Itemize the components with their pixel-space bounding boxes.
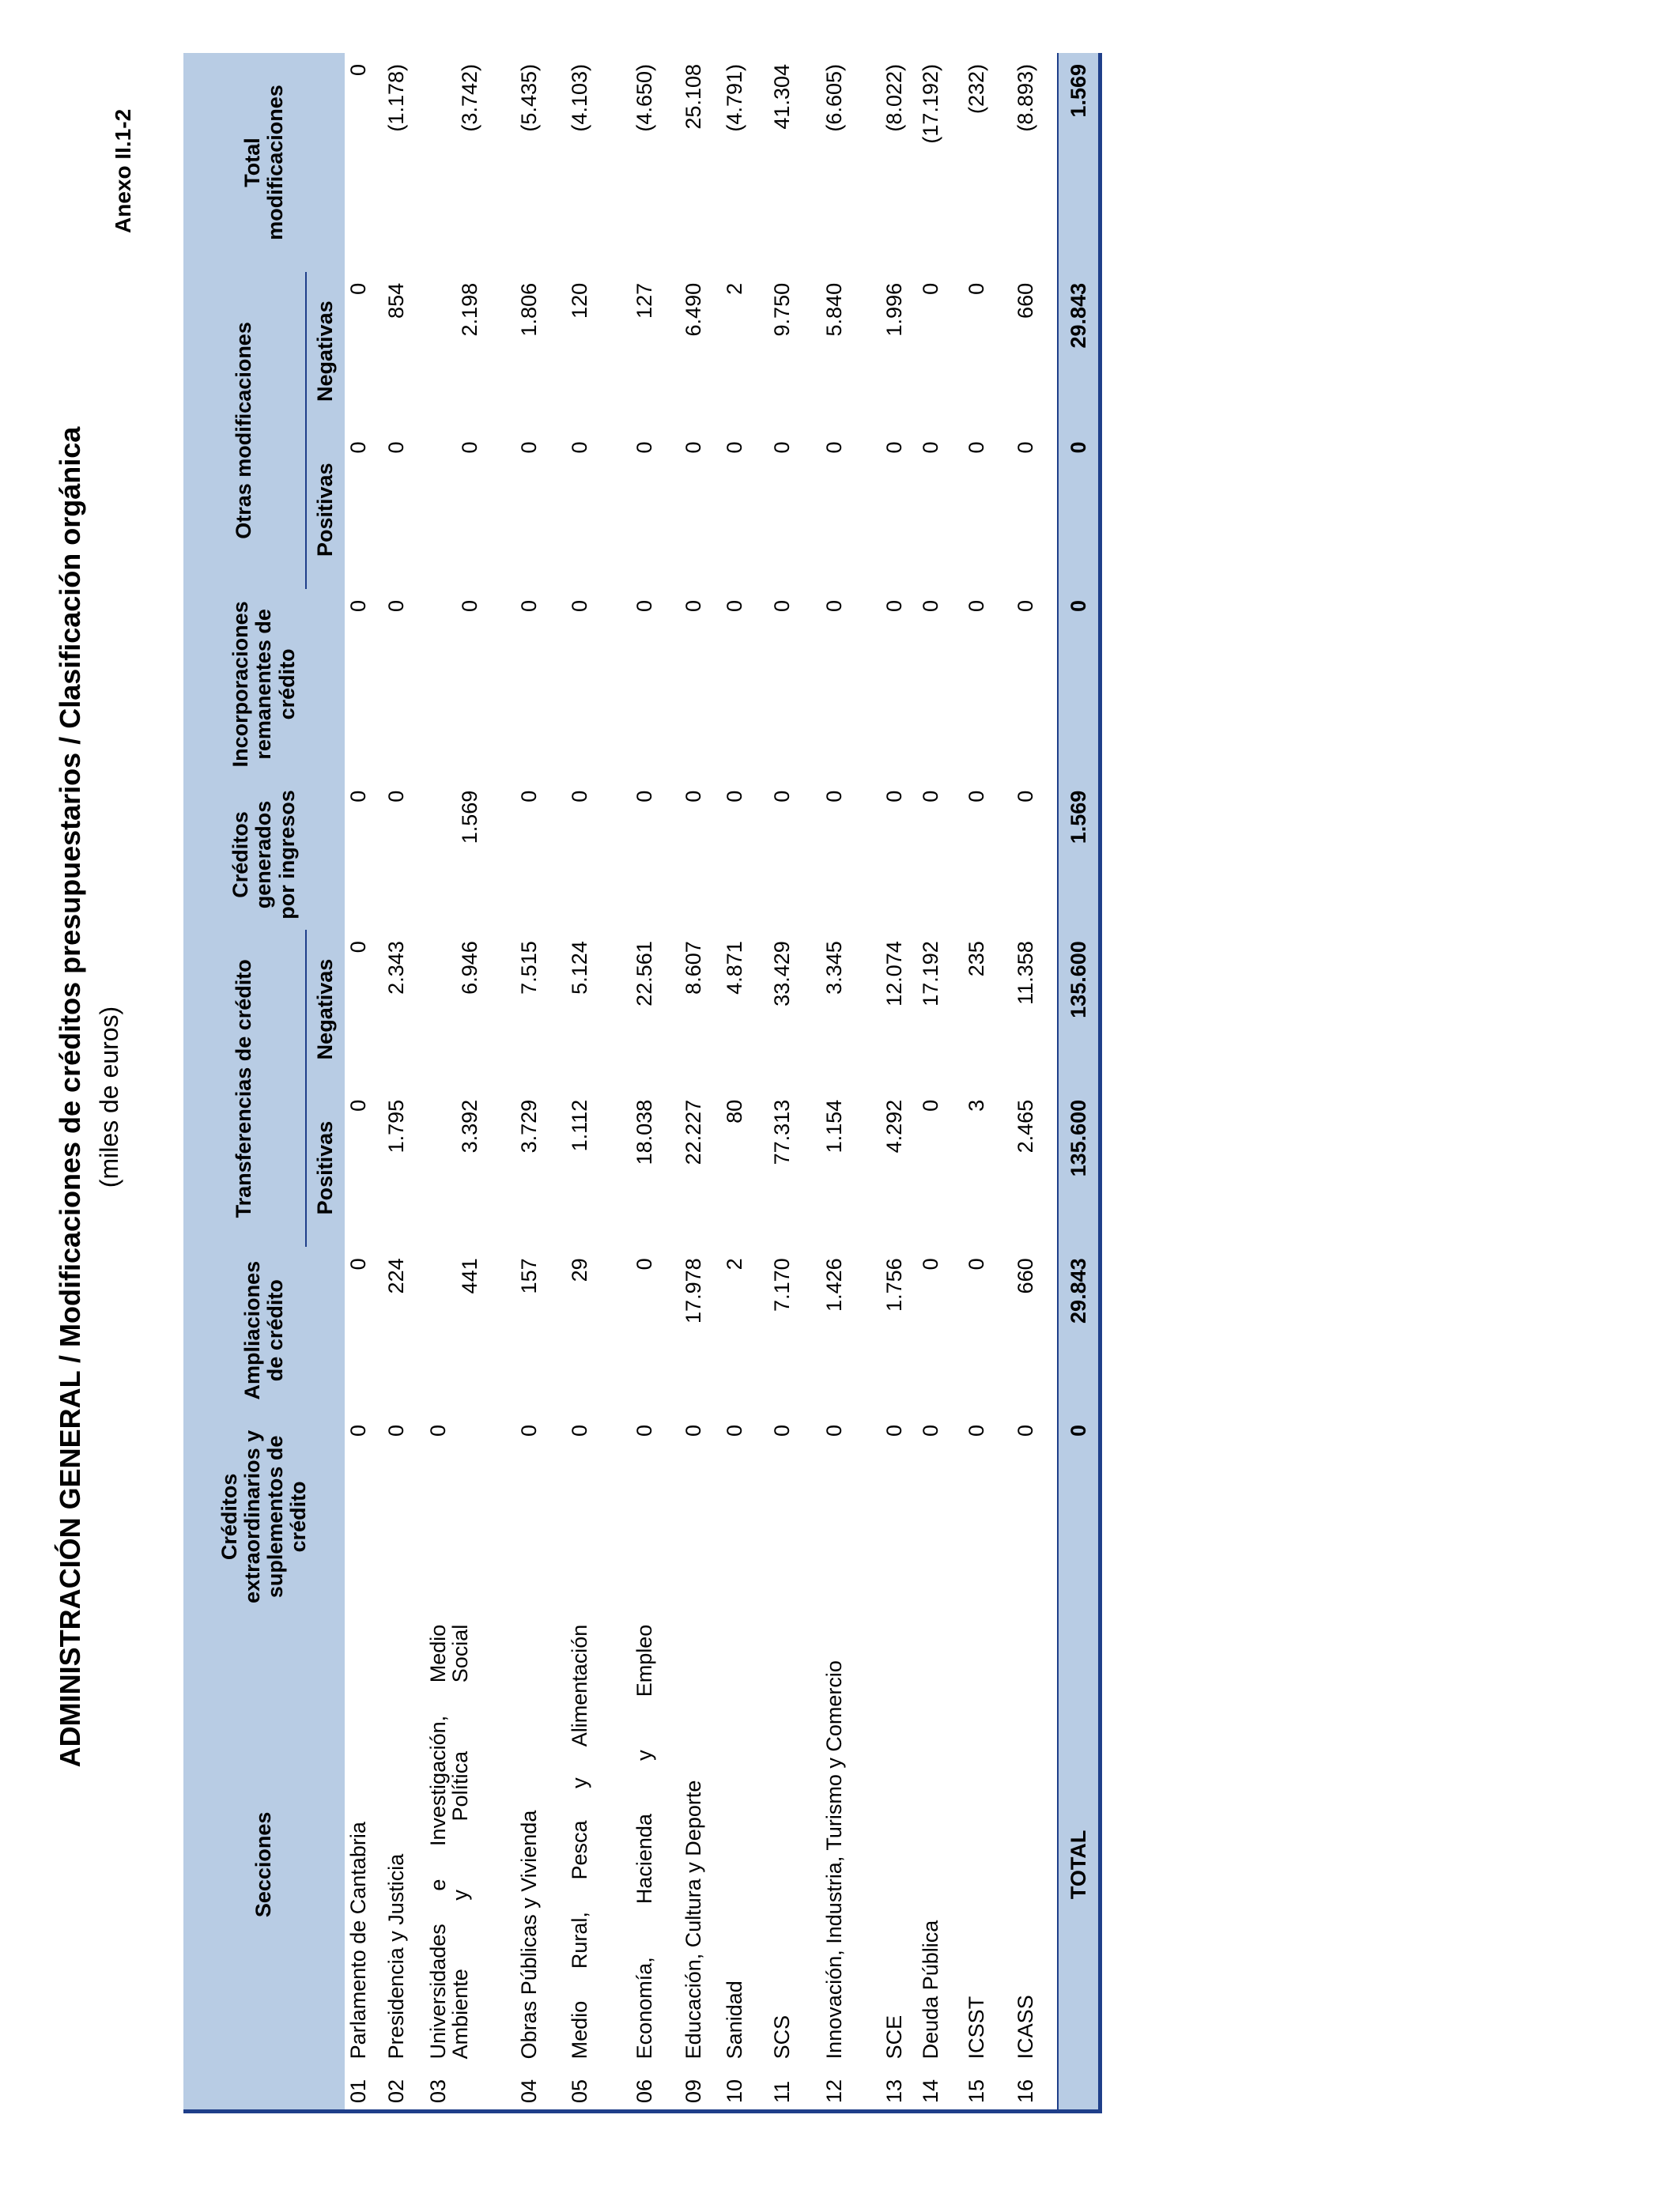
- annex-label: Anexo II.1-2: [111, 108, 135, 233]
- cell-extra: 0: [568, 1424, 591, 1437]
- row-code: 09: [680, 2064, 721, 2111]
- total-total: 1.569: [1058, 53, 1100, 272]
- cell-otras-positivas: 0: [517, 441, 541, 454]
- table-row: [566, 53, 631, 2112]
- cell-incorporaciones: 0: [1014, 600, 1037, 613]
- cell-trans-positivas: 18.038: [632, 1099, 656, 1165]
- cell-trans-positivas: 1.154: [822, 1099, 846, 1154]
- total-incorporaciones: 0: [1058, 589, 1100, 780]
- cell-otras-negativas: 854: [384, 282, 408, 319]
- total-extra: 0: [1058, 1414, 1100, 1620]
- total-ampliaciones: 29.843: [1058, 1247, 1100, 1414]
- cell-otras-positivas: 0: [919, 441, 942, 454]
- cell-extra: 0: [426, 1424, 450, 1437]
- total-otras-positivas: 0: [1058, 430, 1100, 589]
- header-incorporaciones: Incorporaciones remanentes de crédito: [183, 589, 345, 780]
- cell-total: (232): [965, 64, 988, 115]
- row-code: 04: [515, 2064, 566, 2111]
- cell-total: (8.893): [1014, 64, 1037, 132]
- cell-total: 25.108: [681, 64, 705, 130]
- table-row: [383, 53, 425, 2112]
- cell-otras-positivas: 0: [965, 441, 988, 454]
- row-section: Sanidad: [723, 1981, 746, 2060]
- cell-total: (5.435): [517, 64, 541, 132]
- cell-extra: 0: [882, 1424, 906, 1437]
- table-row: [917, 53, 963, 2112]
- row-section: Medio Rural, Pesca y Alimentación: [568, 1624, 591, 2060]
- cell-incorporaciones: 0: [568, 600, 591, 613]
- cell-ampliaciones: 660: [1014, 1258, 1037, 1294]
- row-section: Economía, Hacienda y Empleo: [632, 1624, 656, 2060]
- cell-incorporaciones: 0: [632, 600, 656, 613]
- cell-ampliaciones: 2: [723, 1258, 746, 1271]
- cell-otras-negativas: 0: [965, 282, 988, 295]
- cell-trans-positivas: 77.313: [770, 1099, 794, 1165]
- cell-generados: 0: [1014, 790, 1037, 802]
- cell-incorporaciones: 0: [919, 600, 942, 613]
- cell-trans-negativas: 3.345: [822, 941, 846, 995]
- cell-trans-negativas: 4.871: [723, 941, 746, 995]
- cell-otras-positivas: 0: [384, 441, 408, 454]
- total-trans-negativas: 135.600: [1058, 930, 1100, 1089]
- row-code: 12: [821, 2064, 881, 2111]
- cell-trans-positivas: 80: [723, 1099, 746, 1123]
- cell-trans-negativas: 11.358: [1014, 941, 1037, 1005]
- cell-trans-positivas: 0: [346, 1099, 370, 1112]
- row-section: SCS: [770, 2015, 794, 2060]
- table-header: [183, 53, 345, 2112]
- cell-trans-negativas: 8.607: [681, 941, 705, 995]
- header-transferencias-negativas: Negativas: [306, 930, 345, 1089]
- cell-ampliaciones: 17.978: [681, 1258, 705, 1324]
- row-code: 16: [1012, 2064, 1058, 2111]
- cell-ampliaciones: 1.756: [882, 1258, 906, 1312]
- row-code: 06: [631, 2064, 680, 2111]
- cell-incorporaciones: 0: [723, 600, 746, 613]
- header-ampliaciones: Ampliaciones de crédito: [183, 1247, 345, 1414]
- cell-otras-negativas: 0: [919, 282, 942, 295]
- table-row: [963, 53, 1012, 2112]
- total-row: [1058, 53, 1100, 2112]
- cell-trans-negativas: 0: [346, 941, 370, 954]
- cell-extra: 0: [770, 1424, 794, 1437]
- cell-trans-positivas: 1.112: [568, 1099, 591, 1152]
- cell-trans-positivas: 2.465: [1014, 1099, 1037, 1154]
- cell-total: (3.742): [458, 64, 482, 132]
- modifications-table: [183, 53, 1102, 2113]
- cell-total: 41.304: [770, 64, 794, 130]
- cell-generados: 0: [568, 790, 591, 802]
- cell-ampliaciones: 0: [346, 1258, 370, 1271]
- header-generados: Créditos generados por ingresos: [183, 780, 345, 931]
- header-otras-negativas: Negativas: [306, 272, 345, 431]
- cell-incorporaciones: 0: [681, 600, 705, 613]
- header-secciones: Secciones: [183, 1620, 345, 2112]
- cell-otras-positivas: 0: [770, 441, 794, 454]
- cell-extra: 0: [965, 1424, 988, 1437]
- cell-ampliaciones: 0: [919, 1258, 942, 1271]
- cell-total: (4.791): [723, 64, 746, 132]
- row-code: 14: [917, 2064, 963, 2111]
- table-row: [425, 53, 515, 2112]
- table-body: [345, 53, 1100, 2112]
- cell-otras-positivas: 0: [723, 441, 746, 454]
- row-section: SCE: [882, 2015, 906, 2060]
- cell-generados: 0: [965, 790, 988, 802]
- cell-trans-positivas: 0: [919, 1099, 942, 1112]
- header-total-modificaciones: Total modificaciones: [183, 53, 345, 272]
- table-row: [631, 53, 680, 2112]
- row-section: Universidades e Investigación, Medio Ambiente y Política Social: [426, 1624, 473, 2060]
- cell-generados: 0: [632, 790, 656, 802]
- cell-ampliaciones: 157: [517, 1258, 541, 1294]
- cell-ampliaciones: 7.170: [770, 1258, 794, 1312]
- cell-trans-negativas: 6.946: [458, 941, 482, 995]
- cell-otras-positivas: 0: [632, 441, 656, 454]
- cell-generados: 0: [770, 790, 794, 802]
- cell-trans-negativas: 235: [965, 941, 988, 977]
- row-section: Obras Públicas y Vivienda: [517, 1810, 541, 2060]
- cell-trans-positivas: 1.795: [384, 1099, 408, 1154]
- row-section: Deuda Pública: [919, 1920, 942, 2060]
- cell-generados: 0: [723, 790, 746, 802]
- cell-extra: 0: [681, 1424, 705, 1437]
- row-section: ICASS: [1014, 1995, 1037, 2060]
- cell-generados: 0: [517, 790, 541, 802]
- cell-extra: 0: [919, 1424, 942, 1437]
- cell-trans-negativas: 2.343: [384, 941, 408, 995]
- cell-total: (4.650): [632, 64, 656, 132]
- table-row: [768, 53, 821, 2112]
- total-label: TOTAL: [1058, 1620, 1100, 2112]
- cell-total: (4.103): [568, 64, 591, 132]
- cell-otras-negativas: 5.840: [822, 282, 846, 337]
- cell-incorporaciones: 0: [822, 600, 846, 613]
- row-section: Educación, Cultura y Deporte: [681, 1780, 705, 2060]
- cell-generados: 0: [384, 790, 408, 802]
- cell-trans-negativas: 5.124: [568, 941, 591, 995]
- cell-total: (8.022): [882, 64, 906, 132]
- cell-generados: 0: [882, 790, 906, 802]
- row-code: 01: [345, 2064, 383, 2111]
- table-row: [881, 53, 917, 2112]
- cell-trans-negativas: 22.561: [632, 941, 656, 1006]
- cell-otras-positivas: 0: [681, 441, 705, 454]
- cell-ampliaciones: 224: [384, 1258, 408, 1294]
- cell-otras-negativas: 9.750: [770, 282, 794, 337]
- row-code: 02: [383, 2064, 425, 2111]
- header-transferencias: Transferencias de crédito: [183, 930, 306, 1247]
- table-row: [1012, 53, 1058, 2112]
- row-code: 10: [721, 2064, 768, 2111]
- cell-otras-positivas: 0: [568, 441, 591, 454]
- cell-extra: 0: [517, 1424, 541, 1437]
- cell-otras-negativas: 2: [723, 282, 746, 295]
- cell-incorporaciones: 0: [517, 600, 541, 613]
- total-trans-positivas: 135.600: [1058, 1089, 1100, 1248]
- page-subtitle: (miles de euros): [95, 1006, 123, 1188]
- cell-incorporaciones: 0: [384, 600, 408, 613]
- cell-generados: 1.569: [458, 790, 482, 844]
- cell-total: (17.192): [919, 64, 942, 144]
- cell-total: 0: [346, 64, 370, 77]
- cell-extra: 0: [723, 1424, 746, 1437]
- header-otras-modificaciones: Otras modificaciones: [183, 272, 306, 589]
- cell-otras-negativas: 6.490: [681, 282, 705, 337]
- cell-ampliaciones: 0: [632, 1258, 656, 1271]
- cell-extra: 0: [346, 1424, 370, 1437]
- cell-trans-positivas: 3: [965, 1099, 988, 1112]
- row-code: 15: [963, 2064, 1012, 2111]
- cell-generados: 0: [681, 790, 705, 802]
- row-section: ICSST: [965, 1996, 988, 2060]
- header-creditos-extraordinarios: Créditos extraordinarios y suplementos de crédito: [183, 1414, 345, 1620]
- cell-incorporaciones: 0: [965, 600, 988, 613]
- cell-trans-positivas: 22.227: [681, 1099, 705, 1165]
- cell-total: (1.178): [384, 64, 408, 132]
- cell-otras-negativas: 0: [346, 282, 370, 295]
- cell-trans-negativas: 7.515: [517, 941, 541, 995]
- cell-otras-positivas: 0: [822, 441, 846, 454]
- cell-otras-positivas: 0: [346, 441, 370, 454]
- cell-trans-positivas: 4.292: [882, 1099, 906, 1154]
- cell-extra: 0: [822, 1424, 846, 1437]
- cell-generados: 0: [822, 790, 846, 802]
- cell-trans-negativas: 17.192: [919, 941, 942, 1006]
- cell-trans-negativas: 12.074: [882, 941, 906, 1006]
- cell-ampliaciones: 441: [458, 1258, 482, 1294]
- header-otras-positivas: Positivas: [306, 430, 345, 589]
- cell-otras-positivas: 0: [882, 441, 906, 454]
- cell-generados: 0: [919, 790, 942, 802]
- cell-incorporaciones: 0: [770, 600, 794, 613]
- table-row: [821, 53, 881, 2112]
- total-generados: 1.569: [1058, 780, 1100, 931]
- row-section: Innovación, Industria, Turismo y Comercio: [822, 1660, 846, 2060]
- cell-otras-negativas: 1.806: [517, 282, 541, 337]
- row-code: 13: [881, 2064, 917, 2111]
- cell-generados: 0: [346, 790, 370, 802]
- cell-otras-positivas: 0: [1014, 441, 1037, 454]
- cell-incorporaciones: 0: [458, 600, 482, 613]
- cell-otras-positivas: 0: [458, 441, 482, 454]
- cell-incorporaciones: 0: [346, 600, 370, 613]
- total-otras-negativas: 29.843: [1058, 272, 1100, 431]
- cell-extra: 0: [632, 1424, 656, 1437]
- page-title: ADMINISTRACIÓN GENERAL / Modificaciones de créditos presupuestarios / Clasificación orgánica: [54, 426, 86, 1768]
- row-code: 11: [768, 2064, 821, 2111]
- cell-incorporaciones: 0: [882, 600, 906, 613]
- row-code: 03: [425, 2064, 515, 2111]
- cell-otras-negativas: 1.996: [882, 282, 906, 337]
- cell-trans-negativas: 33.429: [770, 941, 794, 1006]
- cell-ampliaciones: 29: [568, 1258, 591, 1282]
- cell-ampliaciones: 0: [965, 1258, 988, 1271]
- cell-otras-negativas: 2.198: [458, 282, 482, 337]
- table-row: [721, 53, 768, 2112]
- cell-trans-positivas: 3.729: [517, 1099, 541, 1154]
- table-row: [345, 53, 383, 2112]
- cell-extra: 0: [384, 1424, 408, 1437]
- cell-ampliaciones: 1.426: [822, 1258, 846, 1312]
- header-transferencias-positivas: Positivas: [306, 1089, 345, 1248]
- cell-otras-negativas: 660: [1014, 282, 1037, 319]
- cell-otras-negativas: 127: [632, 282, 656, 319]
- row-code: 05: [566, 2064, 631, 2111]
- cell-otras-negativas: 120: [568, 282, 591, 319]
- table-row: [680, 53, 721, 2112]
- row-section: Parlamento de Cantabria: [346, 1822, 370, 2060]
- row-section: Presidencia y Justicia: [384, 1853, 408, 2060]
- table-row: [515, 53, 566, 2112]
- cell-total: (6.605): [822, 64, 846, 132]
- cell-trans-positivas: 3.392: [458, 1099, 482, 1154]
- cell-extra: 0: [1014, 1424, 1037, 1437]
